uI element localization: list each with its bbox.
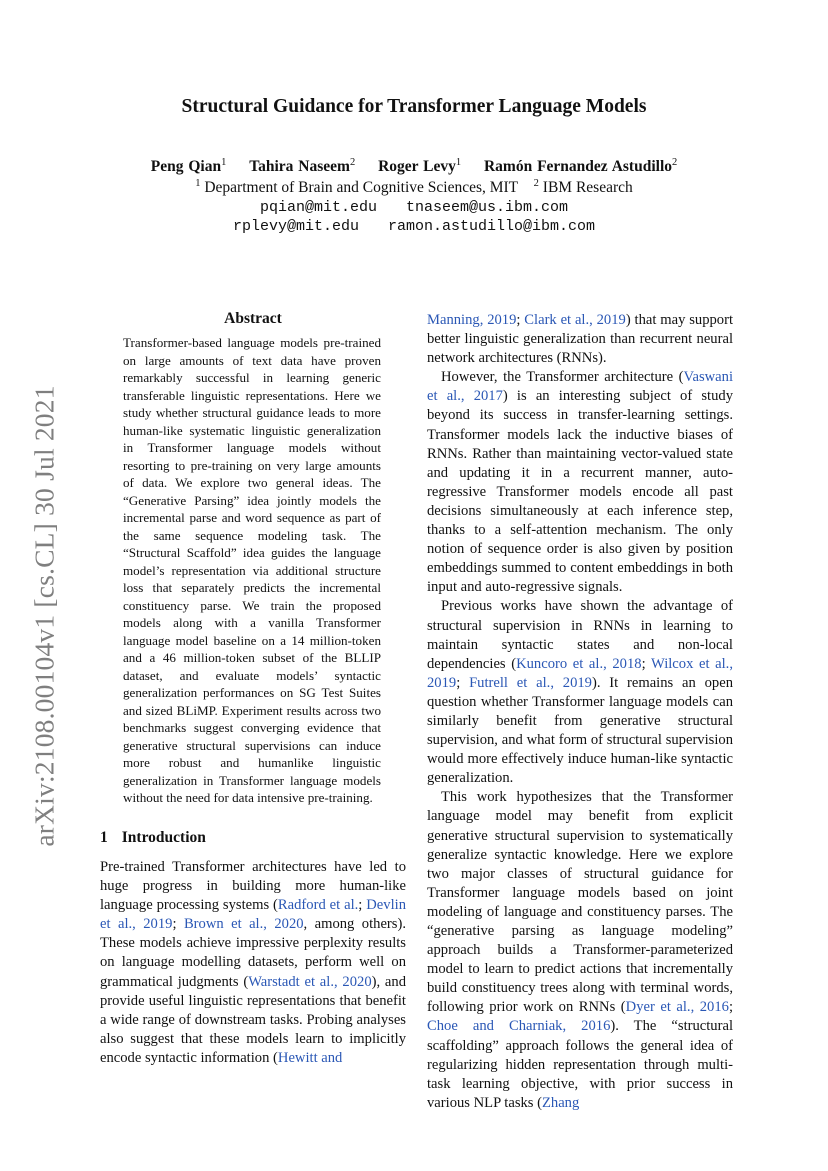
email: rplevy@mit.edu [232, 218, 359, 235]
intro-left-column [100, 858, 406, 1068]
citation-link[interactable]: Kuncoro et al., 2018 [516, 655, 642, 672]
email: pqian@mit.edu [259, 199, 377, 216]
abstract-text: Transformer-based language models pre-trained on large amounts of text data have proven remarkably successful in learning generic transferable linguistic representations. Here we study whether structural guidance leads to more human-like systematic linguistic generalization in Transformer language models without resorting to pre-training on very large amounts of data. We explore two general ideas. The “Generative Parsing” idea jointly models the incremental parse and word sequence as part of the same sequence modeling task. The “Structural Scaffold” idea guides the language model’s representation via additional structure loss that separately predicts the incremental constituency parse. We train the proposed models along with a vanilla Transformer language model baseline on a 14 million-token and a 46 million-token subset of the BLLIP dataset, and evaluate models’ syntactic generalization performances on SG Test Suites and sized BLiMP. Experiment results across two benchmarks suggest converging evidence that generative structural supervisions can induce more robust and humanlike linguistic generalization in Transformer language models without the need for data intensive pre-training. [123, 335, 381, 805]
author: Ramón Fernandez Astudillo$^2$ [483, 157, 678, 176]
citation-link[interactable]: Dyer et al., 2016 [625, 999, 729, 1016]
author-list [0, 157, 828, 176]
paragraph: Pre-trained Transformer architectures have led to huge progress in building more human-like language processing systems (Radford et al.; Devlin et al., 2019; Brown et al., 2020, among others). These models achieve impressive perplexity results on language modelling datasets, perform well on grammatical judgments (Warstadt et al., 2020), and provide useful linguistic representations that benefit a wide range of downstream tasks. Probing analyses also suggest that these models learn to implicitly encode syntactic information (Hewitt and [100, 859, 406, 1066]
paragraph: Manning, 2019; Clark et al., 2019) that may support better linguistic generalization than recurrent neural network architectures (RNNs). [427, 312, 733, 367]
citation-link[interactable]: Brown et al., 2020 [183, 916, 304, 933]
intro-right-column [427, 311, 733, 1113]
citation-link[interactable]: Vaswani et al., 2017 [427, 369, 733, 405]
citation-link[interactable]: Zhang [541, 1094, 580, 1111]
paragraph: Previous works have shown the advantage of structural supervision in RNNs in learning to maintain syntactic states and non-local dependencies (Kuncoro et al., 2018; Wilcox et al., 2019; Futrell et al., 2019). It remains an open question whether Transformer language models can similarly benefit from generative structural supervision, and what form of structural supervision would more effectively induce human-like syntactic generalization. [427, 598, 733, 787]
paper-title: Structural Guidance for Transformer Language Models [181, 96, 647, 117]
author: Tahira Naseem$^2$ [249, 157, 356, 176]
citation-link[interactable]: Clark et al., 2019 [524, 312, 626, 328]
citation-link[interactable]: Radford et al. [277, 897, 359, 914]
email-row [0, 218, 828, 235]
author: Peng Qian$^1$ [150, 157, 227, 176]
citation-link[interactable]: Devlin et al., 2019 [100, 897, 406, 933]
citation-link[interactable]: Choe and Charniak, 2016 [427, 1018, 611, 1035]
citation-link[interactable]: Hewitt and [277, 1049, 343, 1066]
affiliations: $^1$ Department of Brain and Cognitive Sciences, MIT $^2$ IBM Research [195, 178, 633, 197]
abstract-heading: Abstract [224, 310, 282, 327]
citation-link[interactable]: Futrell et al., 2019 [469, 674, 592, 691]
section-heading: 1 Introduction [100, 829, 206, 846]
author: Roger Levy$^1$ [378, 157, 462, 176]
email: ramon.astudillo@ibm.com [388, 218, 596, 235]
paragraph: This work hypothesizes that the Transformer language model may benefit from explicit generative structural supervision to systematically generalize syntactic knowledge. Here we explore two major classes of structural guidance for Transformer language models based on joint modeling of language and constituency parses. The “generative parsing as language modeling” approach builds a Transformer-parameterized model to learn to predict actions that incrementally build constituency trees along with terminal words, following prior work on RNNs (Dyer et al., 2016; Choe and Charniak, 2016). The “structural scaffolding” approach follows the general idea of regularizing hidden representation through multi-task learning objective, with prior success in various NLP tasks (Zhang [427, 789, 734, 1111]
email: tnaseem@us.ibm.com [406, 199, 569, 216]
citation-link[interactable]: Manning, 2019 [427, 312, 517, 328]
paragraph: However, the Transformer architecture (Vaswani et al., 2017) is an interesting subject of study beyond its success in transfer-learning settings. Transformer models lack the inductive biases of RNNs. Rather than maintaining vector-valued state and updating it in a recurrent manner, auto-regressive Transformer models encode all past decisions simultaneously at each inference step, thanks to a self-attention mechanism. The only notion of sequence order is also given by position embeddings summed to content embeddings in both input and auto-regressive signals. [427, 369, 733, 596]
email-row [0, 199, 828, 216]
arxiv-identifier-text: arXiv:2108.00104v1 [cs.CL] 30 Jul 2021 [29, 385, 60, 847]
arxiv-identifier [17, 378, 73, 854]
citation-link[interactable]: Warstadt et al., 2020 [248, 973, 372, 990]
citation-link[interactable]: Wilcox et al., 2019 [427, 655, 733, 691]
abstract-body [123, 334, 381, 807]
